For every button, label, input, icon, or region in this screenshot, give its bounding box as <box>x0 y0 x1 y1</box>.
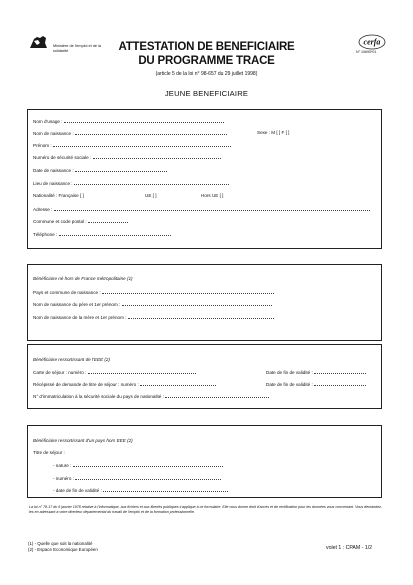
nature-label: - nature : <box>53 463 72 468</box>
date-fin-validite-2-line[interactable] <box>314 381 366 386</box>
commune-label: Commune et code postal : <box>33 219 87 224</box>
ministry-name: Ministère de l'emploi et de la solidarité <box>53 44 101 53</box>
date-fin-line[interactable] <box>103 487 228 492</box>
lieu-naissance-line[interactable] <box>74 180 229 185</box>
nom-usage-field[interactable] <box>33 118 224 125</box>
telephone-label: Téléphone : <box>33 232 58 237</box>
cerfa-logo <box>357 34 387 50</box>
cerfa-logo-text: cerfa <box>363 37 381 47</box>
lieu-naissance-label: Lieu de naissance : <box>33 181 73 186</box>
pays-commune-field[interactable] <box>33 289 274 296</box>
prenom-field[interactable] <box>33 142 231 149</box>
prenom-label: Prénom : <box>33 143 52 148</box>
born-outside-france-box <box>27 264 382 341</box>
immatriculation-label: N° d'immatriculation à la sécurité sociale du pays de nationalité : <box>33 394 164 399</box>
immatriculation-line[interactable] <box>165 393 269 398</box>
titre-sejour-label: Titre de séjour : <box>33 450 65 455</box>
form-title-line1: ATTESTATION DE BENEFICIAIRE <box>118 41 295 53</box>
footnote-2: (2) - Espace Economique Européen <box>28 547 98 552</box>
nature-field[interactable] <box>53 462 223 469</box>
nom-pere-field[interactable] <box>33 301 272 308</box>
page-reference: volet 1 : CPAM - 1/2 <box>326 545 373 551</box>
nom-naissance-label: Nom de naissance : <box>33 131 74 136</box>
date-fin-field[interactable] <box>53 487 228 494</box>
nom-pere-label: Nom de naissance du père et 1er prénom : <box>33 302 121 307</box>
telephone-line[interactable] <box>59 231 171 236</box>
telephone-field[interactable] <box>33 231 171 238</box>
commune-field[interactable] <box>33 218 128 225</box>
numero-field[interactable] <box>53 475 221 482</box>
nom-mere-label: Nom de naissance de la mère et 1er prénom : <box>33 315 127 320</box>
date-naissance-label: Date de naissance : <box>33 168 74 173</box>
nationalite-hors-ue-checkbox[interactable]: Hors UE [ ] <box>201 193 224 198</box>
section-title: JEUNE BENEFICIAIRE <box>164 89 249 98</box>
numero-secu-line[interactable] <box>93 154 221 159</box>
carte-sejour-label: Carte de séjour : numéro : <box>33 370 87 375</box>
date-fin-validite-1-label: Date de fin de validité : <box>266 370 313 375</box>
sexe-checkboxes[interactable]: Sexe : M [ ] F [ ] <box>257 130 290 135</box>
footnote-1: (1) - Quelle que soit la nationalité <box>28 541 93 546</box>
numero-label: - numéro : <box>53 476 74 481</box>
nom-naissance-line[interactable] <box>75 130 227 135</box>
born-outside-heading: Bénéficiaire né hors de France métropolitaine (1) <box>33 276 133 281</box>
date-naissance-field[interactable] <box>33 167 167 174</box>
pays-commune-line[interactable] <box>102 289 274 294</box>
commune-line[interactable] <box>88 218 128 223</box>
numero-line[interactable] <box>75 475 221 480</box>
nom-usage-line[interactable] <box>64 118 224 123</box>
beneficiary-identity-box <box>27 109 382 249</box>
nom-usage-label: Nom d'usage : <box>33 119 63 124</box>
carte-sejour-line[interactable] <box>88 369 196 374</box>
adresse-line[interactable] <box>54 206 370 211</box>
adresse-label: Adresse : <box>33 207 53 212</box>
carte-sejour-field[interactable] <box>33 369 196 376</box>
numero-secu-field[interactable] <box>33 154 221 161</box>
lieu-naissance-field[interactable] <box>33 180 229 187</box>
non-eee-heading: Bénéficiaire ressortissant d'un pays hors EEE (2) <box>33 438 133 443</box>
date-fin-validite-1-line[interactable] <box>314 369 366 374</box>
form-subtitle: (article 5 de la loi n° 98-657 du 29 juillet 1998) <box>155 71 258 77</box>
nom-naissance-field[interactable] <box>33 130 227 137</box>
nom-mere-field[interactable] <box>33 314 274 321</box>
date-naissance-line[interactable] <box>75 167 167 172</box>
recepisse-line[interactable] <box>140 381 216 386</box>
date-fin-validite-1-field[interactable] <box>266 369 366 376</box>
pays-commune-label: Pays et commune de naissance : <box>33 290 101 295</box>
adresse-field[interactable] <box>33 206 370 213</box>
nature-line[interactable] <box>73 462 223 467</box>
prenom-line[interactable] <box>53 142 231 147</box>
form-title-line2: DU PROGRAMME TRACE <box>138 55 275 67</box>
nationalite-ue-checkbox[interactable]: UE [ ] <box>145 193 157 198</box>
nom-pere-line[interactable] <box>122 301 272 306</box>
immatriculation-field[interactable] <box>33 393 269 400</box>
eee-resident-box <box>27 344 382 409</box>
nom-mere-line[interactable] <box>128 314 274 319</box>
date-fin-label: - date de fin de validité : <box>53 488 102 493</box>
cerfa-number: N° 10690*01 <box>356 50 377 54</box>
non-eee-resident-box <box>27 425 382 498</box>
eee-heading: Bénéficiaire ressortissant de l'EEE (2) <box>33 357 110 362</box>
date-fin-validite-2-field[interactable] <box>266 381 366 388</box>
cnil-notice: La loi n° 78-17 du 6 janvier 1978 relative à l'informatique, aux fichiers et aux libertés publiques s'applique à ce formulaire. Elle vous donne droit d'accès et de rectification pour les données vous concernant. Vous demandez-les en adressant à votre directeur départemental du travail de l'emploi et de la formation professionnelle. <box>29 505 383 514</box>
nationalite-francaise-checkbox[interactable]: Nationalité : Française [ ] <box>33 193 84 198</box>
numero-secu-label: Numéro de sécurité sociale : <box>33 155 92 160</box>
date-fin-validite-2-label: Date de fin de validité : <box>266 382 313 387</box>
recepisse-label: Récépissé de demande de titre de séjour : numéro : <box>33 382 139 387</box>
recepisse-field[interactable] <box>33 381 216 388</box>
